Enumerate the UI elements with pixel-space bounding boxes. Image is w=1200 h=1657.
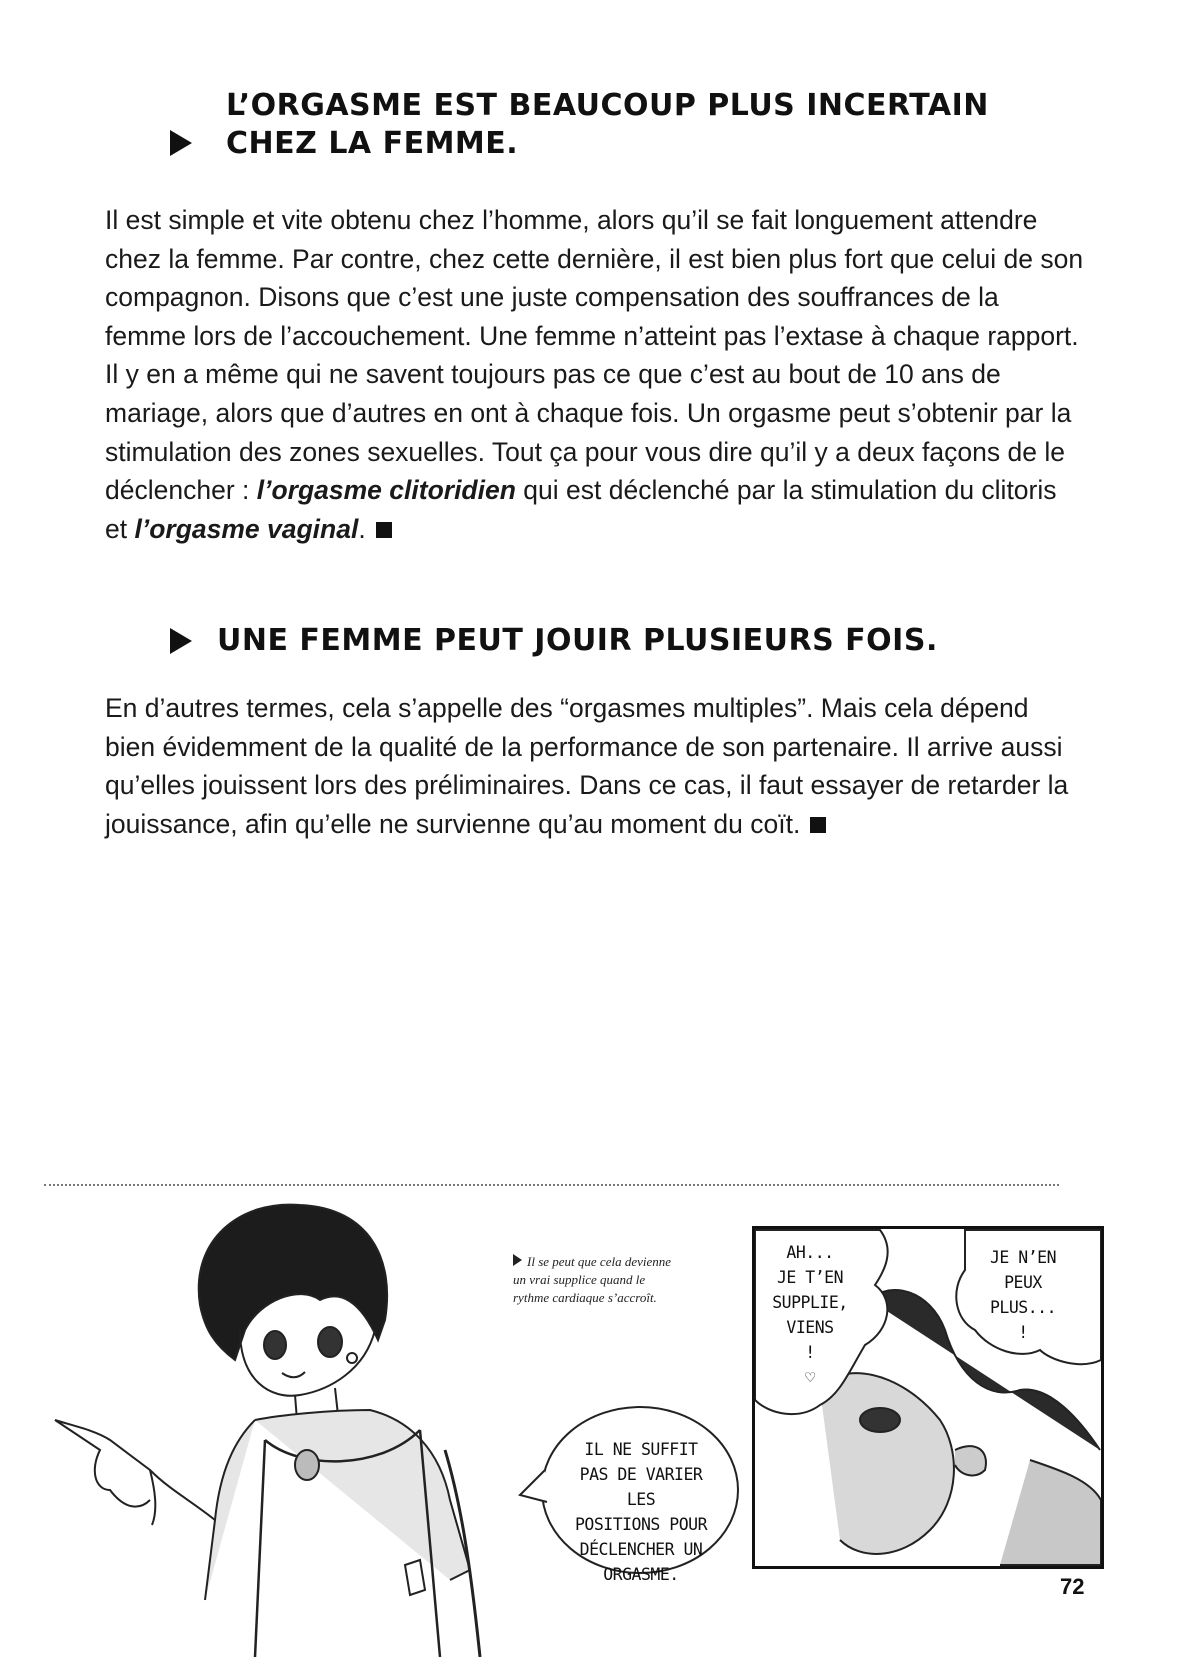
bubble-ah-line: VIENS [786,1318,834,1337]
girl-watch [405,1560,425,1595]
section1-heading-line2: CHEZ LA FEMME. [226,126,519,161]
section1-heading-line1: L’ORGASME EST BEAUCOUP PLUS INCERTAIN [226,88,989,123]
section2-body-text: En d’autres termes, cela s’appelle des “orgasmes multiples”. Mais cela dépend bien évidemment de la qualité de la performance de son partenaire. Il arrive aussi qu’elles jouissent lors des préliminaires. Dans ce cas, il faut essayer de retarder la jouissance, afin qu’elle ne survienne qu’au moment du coït. [105,693,1069,839]
caption-text: Il se peut que cela devienne un vrai supplice quand le rythme cardiaque s’accroît. [513,1254,672,1305]
emphasis-vaginal: l’orgasme vaginal [134,513,359,544]
section1-body-part1: Il est simple et vite obtenu chez l’homme, alors qu’il se fait longuement attendre chez la femme. Par contre, chez cette dernière, il est bien plus fort que celui de son compagnon. Disons que c’est une juste compensation des souffrances de la femme lors de l’accouchement. Une femme n’atteint pas l’extase à chaque rapport. Il y en a même qui ne savent toujours pas ce que c’est au bout de 10 ans de mariage, alors que d’autres en ont à chaque fois. Un orgasme peut s’obtenir par la stimulation des zones sexuelles. Tout ça pour vous dire qu’il y a deux façons de le déclencher : [105,205,1084,506]
bubble-left-line: ORGASME. [603,1565,679,1584]
bubble-left-line: DÉCLENCHER UN [579,1540,703,1559]
bubble-ah-text [760,1240,860,1390]
caption-bullet-icon [513,1254,522,1266]
girl-earring [347,1353,357,1363]
heart-icon: ♡ [805,1368,815,1387]
bubble-ah-line: AH... [786,1243,834,1262]
bubble-ah-line: JE T’EN [776,1268,844,1287]
girl-illustration [55,1205,480,1657]
bubble-left-line: POSITIONS POUR [574,1515,708,1534]
girl-eye-left [264,1331,286,1359]
bubble-peux-line: PLUS... [989,1298,1057,1317]
girl-shirt [205,1410,470,1600]
girl-pointing-arm [55,1420,215,1520]
bubble-peux-text [978,1245,1068,1345]
girl-mouth [282,1372,305,1377]
section1-body-part3: . [358,513,366,544]
illustration-caption [513,1253,678,1307]
bubble-peux-line: ! [1018,1323,1028,1342]
bubble-peux-line: JE N’EN [989,1248,1057,1267]
girl-hair [199,1205,387,1360]
bubble-left-text [566,1437,716,1587]
bubble-peux-line: PEUX [1004,1273,1042,1292]
girl-pendant [295,1450,319,1480]
bubble-left-line: IL NE SUFFIT [584,1440,698,1459]
emphasis-clitoral: l’orgasme clitoridien [256,475,516,506]
girl-bracelet [150,1470,155,1525]
section1-body-part2: qui est déclenché par la stimulation du clitoris et [105,475,1057,544]
girl-eye-right [318,1327,342,1357]
bubble-left-line: PAS DE VARIER LES [579,1465,703,1509]
section2-heading: UNE FEMME PEUT JOUIR PLUSIEURS FOIS. [217,623,938,658]
page-number: 72 [1060,1574,1085,1599]
bubble-ah-line: ! [805,1343,815,1362]
bubble-ah-line: SUPPLIE, [772,1293,848,1312]
